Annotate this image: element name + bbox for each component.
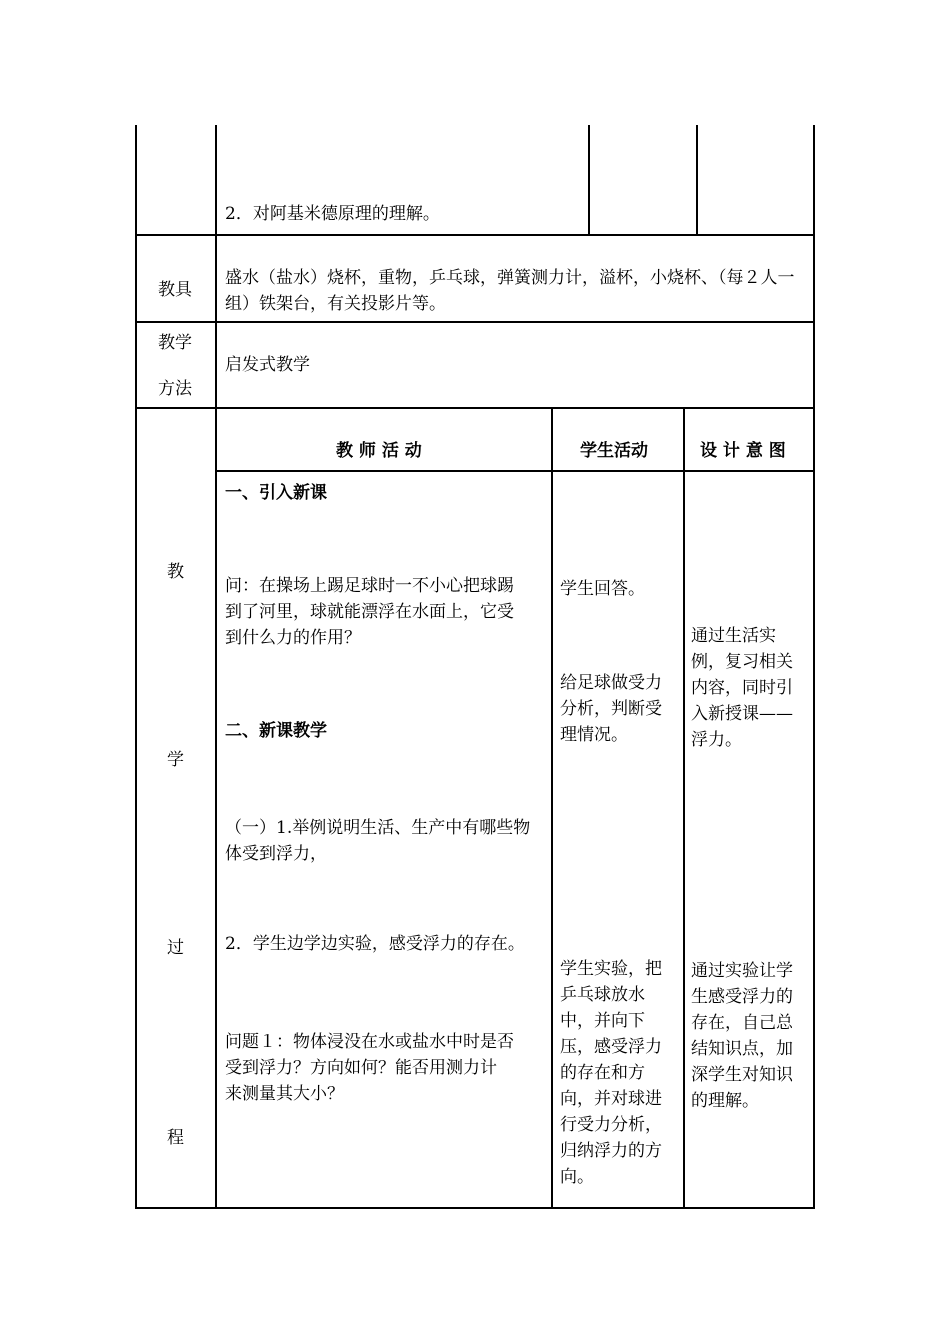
- header-student-activity: 学生活动: [580, 441, 648, 461]
- student-answer-3-line-6: 向，并对球进: [560, 1089, 662, 1109]
- process-side-char-2: 学: [167, 750, 184, 770]
- question-1-line-2: 到了河里，球就能漂浮在水面上，它受: [225, 602, 514, 622]
- intent-2-line-4: 结知识点，加: [691, 1039, 793, 1059]
- student-answer-3-line-1: 学生实验，把: [560, 959, 662, 979]
- rule-after-tools: [135, 321, 815, 323]
- student-answer-3-line-7: 行受力分析，: [560, 1115, 662, 1135]
- student-answer-3-line-5: 的存在和方: [560, 1063, 645, 1083]
- student-answer-3-line-3: 中，并向下: [560, 1011, 645, 1031]
- question-1-line-1: 问：在操场上踢足球时一不小心把球踢: [225, 576, 514, 596]
- method-label-line-2: 方法: [158, 379, 192, 399]
- intent-1-line-3: 内容，同时引: [691, 678, 793, 698]
- process-side-char-4: 程: [167, 1128, 184, 1148]
- table-right-border: [813, 125, 815, 1209]
- student-answer-2-line-3: 理情况。: [560, 725, 628, 745]
- problem-1-line-1: 问题１：物体浸没在水或盐水中时是否: [225, 1032, 514, 1052]
- header-teacher-activity: 教 师 活 动: [336, 441, 422, 461]
- student-answer-2-line-2: 分析，判断受: [560, 699, 662, 719]
- student-answer-3-line-8: 归纳浮力的方: [560, 1141, 662, 1161]
- top-row-divider-2: [696, 125, 698, 235]
- tools-line-2: 组）铁架台，有关投影片等。: [225, 294, 446, 314]
- intent-2-line-2: 生感受浮力的: [691, 987, 793, 1007]
- top-row-item: 2．对阿基米德原理的理解。: [225, 204, 440, 224]
- intent-1-line-4: 入新授课——: [691, 704, 793, 724]
- process-side-char-3: 过: [167, 938, 184, 958]
- student-answer-2-line-1: 给足球做受力: [560, 673, 662, 693]
- student-answer-3-line-9: 向。: [560, 1167, 594, 1187]
- intent-2-line-6: 的理解。: [691, 1091, 759, 1111]
- problem-1-line-3: 来测量其大小？: [225, 1084, 344, 1104]
- rule-after-headers: [215, 470, 815, 472]
- table-bottom-border: [135, 1207, 815, 1209]
- method-value: 启发式教学: [225, 355, 310, 375]
- student-answer-3-line-2: 乒乓球放水: [560, 985, 645, 1005]
- student-answer-3-line-4: 压，感受浮力: [560, 1037, 662, 1057]
- rule-after-top-row: [135, 234, 815, 236]
- intent-1-line-2: 例，复习相关: [691, 652, 793, 672]
- label-column-divider: [215, 125, 217, 1209]
- intent-1-line-1: 通过生活实: [691, 626, 776, 646]
- table-left-border: [135, 125, 137, 1209]
- process-divider-1: [551, 408, 553, 1209]
- question-1-line-3: 到什么力的作用？: [225, 628, 361, 648]
- rule-after-method: [135, 407, 815, 409]
- problem-1-line-2: 受到浮力？方向如何？能否用测力计: [225, 1058, 497, 1078]
- point-2: 2．学生边学边实验，感受浮力的存在。: [225, 934, 525, 954]
- process-divider-2: [683, 408, 685, 1209]
- point-1-line-1: （一）1.举例说明生活、生产中有哪些物: [225, 818, 531, 838]
- method-label-line-1: 教学: [158, 333, 192, 353]
- top-row-divider-1: [588, 125, 590, 235]
- section-1-title: 一、引入新课: [225, 483, 327, 503]
- header-design-intent: 设 计 意 图: [700, 441, 786, 461]
- intent-2-line-3: 存在，自己总: [691, 1013, 793, 1033]
- process-side-char-1: 教: [167, 562, 184, 582]
- point-1-line-2: 体受到浮力，: [225, 844, 327, 864]
- student-answer-1: 学生回答。: [560, 579, 645, 599]
- intent-2-line-5: 深学生对知识: [691, 1065, 793, 1085]
- tools-line-1: 盛水（盐水）烧杯，重物，乒乓球，弹簧测力计，溢杯，小烧杯、（每２人一: [225, 268, 795, 288]
- tools-label: 教具: [158, 280, 192, 300]
- intent-1-line-5: 浮力。: [691, 730, 742, 750]
- section-2-title: 二、新课教学: [225, 721, 327, 741]
- intent-2-line-1: 通过实验让学: [691, 961, 793, 981]
